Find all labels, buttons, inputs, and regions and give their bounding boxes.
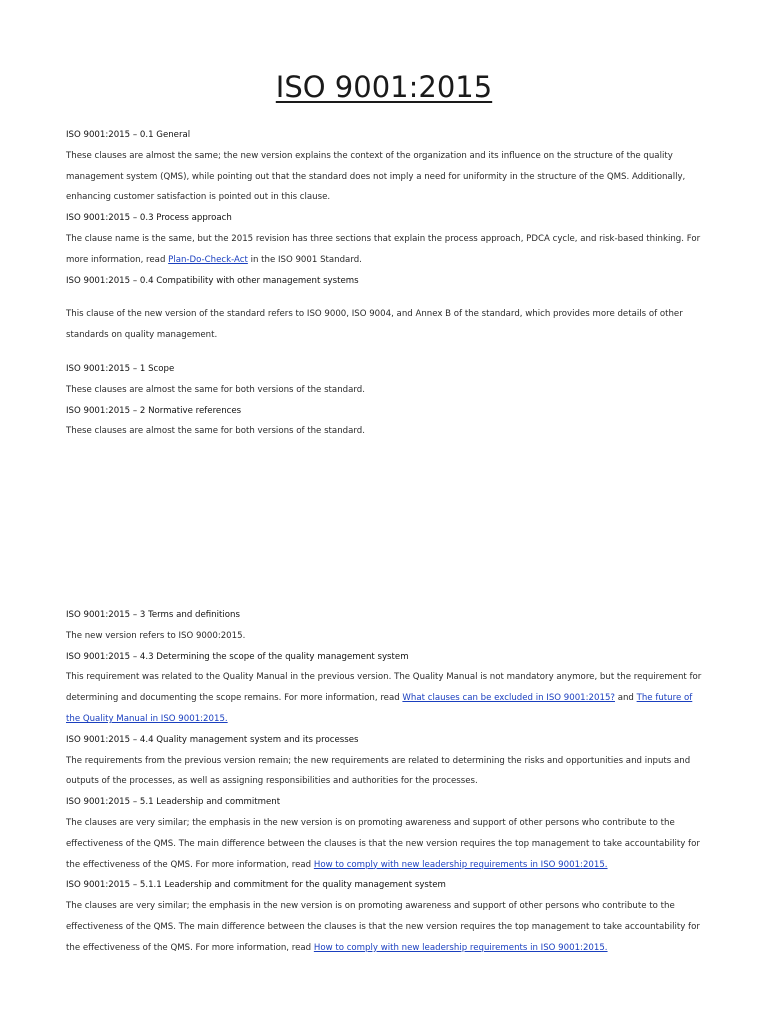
section-text (66, 667, 706, 729)
section-heading: ISO 9001:2015 – 4.3 Determining the scope of the quality management system (66, 651, 409, 662)
section-heading: ISO 9001:2015 – 4.4 Quality management system and its processes (66, 734, 359, 745)
link-future-quality-manual[interactable]: The future of the Quality Manual in ISO 9001:2015. (66, 693, 693, 724)
text-segment: The clause name is the same, but the 2015 revision has three sections that explain the process approach, PDCA cycle, and risk-based thinking. For more information, read (66, 233, 701, 265)
section-text (66, 229, 706, 271)
sections-bottom (66, 605, 706, 959)
link-leadership-requirements[interactable]: How to comply with new leadership requirements in ISO 9001:2015. (313, 859, 608, 870)
section-text: These clauses are almost the same for both versions of the standard. (66, 384, 365, 395)
text-segment: and (614, 693, 637, 704)
section-text: The new version refers to ISO 9000:2015. (66, 630, 246, 641)
page-title (0, 66, 768, 108)
sections-top (66, 125, 706, 442)
section-heading: ISO 9001:2015 – 0.3 Process approach (66, 213, 232, 224)
section-heading: ISO 9001:2015 – 1 Scope (66, 363, 175, 374)
section-text: This clause of the new version of the standard refers to ISO 9000, ISO 9004, and Annex B of the standard, which provides more details of other standards on quality management. (66, 309, 683, 341)
section-heading: ISO 9001:2015 – 0.1 General (66, 130, 191, 140)
section-text (66, 896, 706, 958)
section-text: These clauses are almost the same; the new version explains the context of the organization and its influence on the structure of the quality management system (QMS), while pointing out that the standard does not imply a need for uniformity in the structure of the QMS. Additionally, enhancing customer satisfaction is pointed out in this clause. (66, 150, 686, 203)
link-plan-do-check-act[interactable]: Plan-Do-Check-Act (168, 254, 248, 265)
section-text (66, 813, 706, 875)
link-clauses-excluded[interactable]: What clauses can be excluded in ISO 9001:2015? (402, 693, 615, 704)
text-segment: The clauses are very similar; the emphasis in the new version is on promoting awareness and support of other persons who contribute to the effectiveness of the QMS. The main difference between the clauses is that the new version requires the top management to take accountability for the effectiveness of the QMS. For more information, read (66, 901, 700, 953)
section-heading: ISO 9001:2015 – 2 Normative references (66, 405, 242, 416)
section-heading: ISO 9001:2015 – 0.4 Compatibility with other management systems (66, 275, 359, 286)
text-segment: This requirement was related to the Quality Manual in the previous version. The Quality Manual is not mandatory anymore, but the requirement for determining and documenting the scope remains. For more information, read (66, 672, 702, 704)
section-heading: ISO 9001:2015 – 5.1.1 Leadership and commitment for the quality management system (66, 880, 446, 891)
section-text: The requirements from the previous version remain; the new requirements are related to determining the risks and opportunities and inputs and outputs of the processes, as well as assigning responsibilities and authorities for the processes. (66, 755, 691, 787)
section-heading: ISO 9001:2015 – 3 Terms and definitions (66, 610, 240, 620)
section-heading: ISO 9001:2015 – 5.1 Leadership and commitment (66, 797, 281, 808)
text-segment: The clauses are very similar; the emphasis in the new version is on promoting awareness and support of other persons who contribute to the effectiveness of the QMS. The main difference between the clauses is that the new version requires the top management to take accountability for the effectiveness of the QMS. For more information, read (66, 817, 700, 870)
link-leadership-requirements-2[interactable]: How to comply with new leadership requirements in ISO 9001:2015. (313, 942, 608, 953)
text-segment: in the ISO 9001 Standard. (247, 254, 362, 265)
section-text: These clauses are almost the same for both versions of the standard. (66, 426, 365, 437)
page-title-text: ISO 9001:2015 (275, 70, 493, 104)
